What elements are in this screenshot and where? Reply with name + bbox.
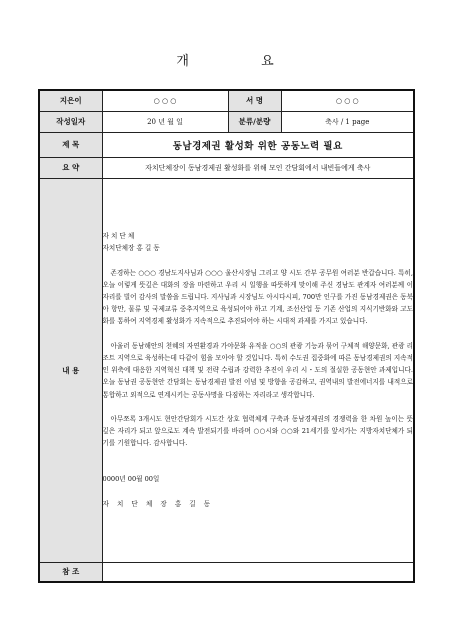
- date-value: 20 년 월 일: [102, 111, 228, 132]
- reference-label: 참 조: [39, 562, 102, 582]
- content-paragraph-3: 아무쪼록 3개시도 현안간담회가 시도간 상호 협력체계 구축과 동남경제권의 경쟁력을 한 차원 높이는 뜻깊은 자리가 되고 앞으로도 계속 발전되기를 바라며 ○○시와 ○○와 21세기를 앞서가는 지방자치단체가 되기를 기원합니다. 감사합니다.: [102, 414, 413, 448]
- content-body: [102, 178, 414, 562]
- author-value: ○ ○ ○: [102, 90, 228, 111]
- content-date-line: 0000년 00월 00일: [102, 475, 160, 484]
- summary-label: 요 약: [39, 157, 102, 178]
- content-signature: 자 치 단 체 장 홍 길 동: [102, 499, 214, 508]
- summary-form-table: [38, 89, 415, 583]
- category-label: 분류/분량: [228, 111, 281, 132]
- content-label: 내 용: [39, 178, 102, 562]
- subject-label: 제 목: [39, 132, 102, 157]
- date-label: 작성일자: [39, 111, 102, 132]
- reference-row: [39, 562, 414, 582]
- position-label: 서 명: [228, 90, 281, 111]
- content-header-org: 자 치 단 체: [102, 232, 135, 241]
- author-label: 지은이: [39, 90, 102, 111]
- date-row: [39, 111, 414, 132]
- summary-row: [39, 157, 414, 178]
- category-value: 축사 / 1 page: [281, 111, 414, 132]
- author-row: [39, 90, 414, 111]
- position-value: ○ ○ ○: [281, 90, 414, 111]
- summary-value: 자치단체장이 동남경제권 활성화를 위해 모인 간담회에서 내빈들에게 축사: [102, 157, 414, 178]
- subject-value: 동남경제권 활성화 위한 공동노력 필요: [102, 132, 414, 157]
- content-paragraph-1: 존경하는 ○○○ 경남도지사님과 ○○○ 울산시장님 그리고 양 시도 간부 공무원 여러분 반갑습니다. 특히, 오늘 이렇게 뜻깊은 대화의 장을 마련하고 우리 시 일행을 따뜻하게 맞이해 주신 경남도 관계자 여러분께 이 자리를 빌어 감사의 말씀을 드립니다. 지사님과 시장님도 아시다시피, 700만 인구를 가진 동남경제권은 동북아 항만, 물류 및 국제교류 중추지역으로 육성되어야 하고 기계, 조선산업 등 기존 산업의 지식기반화와 고도화를 통하여 지역경제 활성화가 지속적으로 추진되어야 하는 시대적 과제를 가지고 있습니다.: [102, 268, 413, 326]
- subject-row: [39, 132, 414, 157]
- reference-value: [102, 562, 414, 582]
- content-row: [39, 178, 414, 562]
- page-title: 개 요: [176, 54, 308, 69]
- content-paragraph-2: 아울러 동남해안의 천혜의 자연환경과 가야문화 유적을 ○○의 관광 기능과 묶어 구체적 해양문화, 관광 리조트 지역으로 육성하는데 다같이 힘을 모아야 할 것입니다. 특히 수도권 집중화에 따른 동남경제권의 지속적인 위축에 대응한 지역혁신 대책 및 전략 수립과 강력한 추진이 우리 시・도의 절실한 공동현안 과제입니다. 오늘 동남권 공동현안 간담회는 동남경제권 발전 이념 및 방향을 공감하고, 권역내의 발전에너지를 내적으로 통합하고 외적으로 연계시키는 공동사명을 다짐하는 자리라고 생각합니다.: [102, 341, 413, 399]
- content-header-name: 자치단체장 홍 길 동: [102, 244, 160, 253]
